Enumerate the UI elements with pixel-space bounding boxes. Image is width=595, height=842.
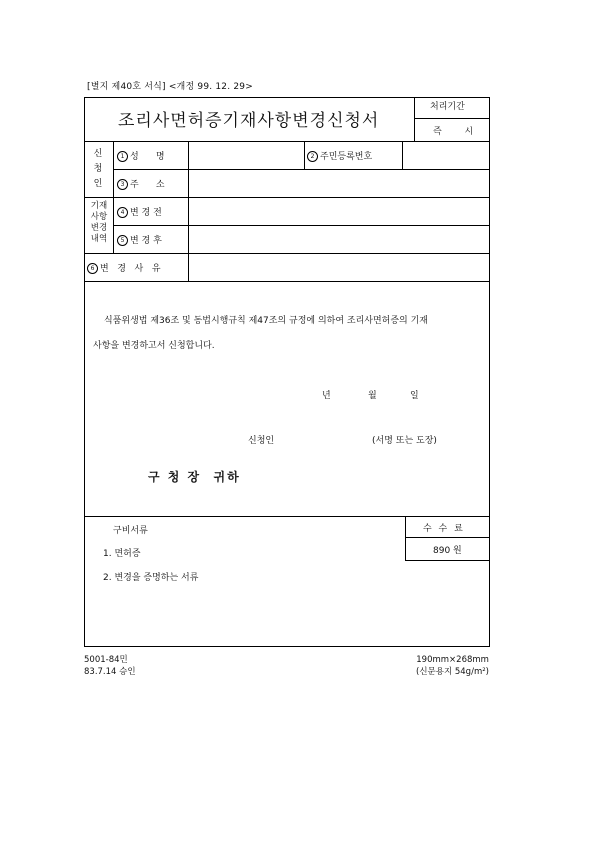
address-field[interactable]	[189, 170, 489, 196]
number-5-icon: 5	[117, 235, 128, 246]
label-line: 변경	[90, 223, 108, 233]
document-item-2: 2. 변경을 증명하는 서류	[103, 573, 199, 583]
divider	[84, 281, 490, 282]
footer-form-code: 5001-84민	[84, 655, 128, 665]
address-label	[117, 177, 165, 190]
before-change-label	[117, 205, 162, 218]
divider	[405, 537, 490, 538]
divider	[113, 141, 114, 253]
label-text: 변 경 사 유	[100, 264, 161, 274]
statement-line-1: 식품위생법 제36조 및 동법시행규칙 제47조의 규정에 의하여 조리사면허증의 기재	[104, 316, 429, 326]
applicant-sign-label: 신청인	[248, 436, 275, 446]
date-year-label: 년	[322, 391, 331, 401]
footer-size: 190mm×268mm	[416, 655, 489, 665]
divider	[84, 516, 490, 517]
form-header-note: [별지 제40호 서식] <개정 99. 12. 29>	[87, 82, 253, 92]
number-6-icon: 6	[87, 263, 98, 274]
change-section-label	[86, 201, 112, 245]
divider	[304, 141, 305, 169]
label-text: 성 명	[130, 152, 165, 162]
resident-number-field[interactable]	[403, 142, 489, 168]
fee-value: 890 원	[433, 546, 462, 556]
label-text: 주 소	[130, 180, 165, 190]
number-4-icon: 4	[117, 207, 128, 218]
after-change-label	[117, 233, 162, 246]
footer-paper-spec	[416, 654, 489, 678]
number-1-icon: 1	[117, 151, 128, 162]
name-label	[117, 149, 165, 162]
label-text: 변 경 후	[130, 236, 162, 246]
label-line: 신	[93, 149, 103, 159]
signature-note: (서명 또는 도장)	[372, 436, 437, 446]
label-line: 기재	[90, 201, 108, 211]
number-2-icon: 2	[307, 151, 318, 162]
statement-line-2: 사항을 변경하고서 신청합니다.	[93, 341, 215, 351]
label-line: 내역	[90, 234, 108, 244]
footer-approval	[84, 654, 136, 678]
label-line: 인	[93, 179, 103, 189]
fee-label: 수 수 료	[423, 524, 465, 534]
reason-label	[87, 261, 161, 274]
name-field[interactable]	[189, 142, 303, 168]
document-item-1: 1. 면허증	[103, 549, 141, 559]
processing-period-label: 처리기간	[430, 102, 465, 112]
label-line: 사항	[90, 212, 108, 222]
number-3-icon: 3	[117, 179, 128, 190]
divider	[414, 97, 415, 141]
addressee: 구 청 장 귀하	[148, 470, 241, 484]
footer-approval-date: 83.7.14 승인	[84, 667, 136, 677]
label-line: 청	[93, 164, 103, 174]
divider	[405, 516, 406, 560]
date-month-label: 월	[368, 391, 377, 401]
divider	[405, 560, 490, 561]
date-day-label: 일	[410, 391, 419, 401]
label-text: 변 경 전	[130, 208, 162, 218]
processing-period-value: 즉 시	[433, 127, 484, 137]
divider	[414, 118, 490, 119]
resident-number-label	[307, 149, 372, 162]
label-text: 주민등록번호	[320, 152, 373, 162]
before-change-field[interactable]	[189, 198, 489, 224]
footer-paper: (신문용지 54g/m²)	[416, 667, 489, 677]
documents-title: 구비서류	[113, 526, 148, 536]
form-title: 조리사면허증기재사항변경신청서	[118, 111, 380, 131]
after-change-field[interactable]	[189, 226, 489, 252]
reason-field[interactable]	[189, 254, 489, 280]
applicant-section-label	[90, 147, 106, 192]
